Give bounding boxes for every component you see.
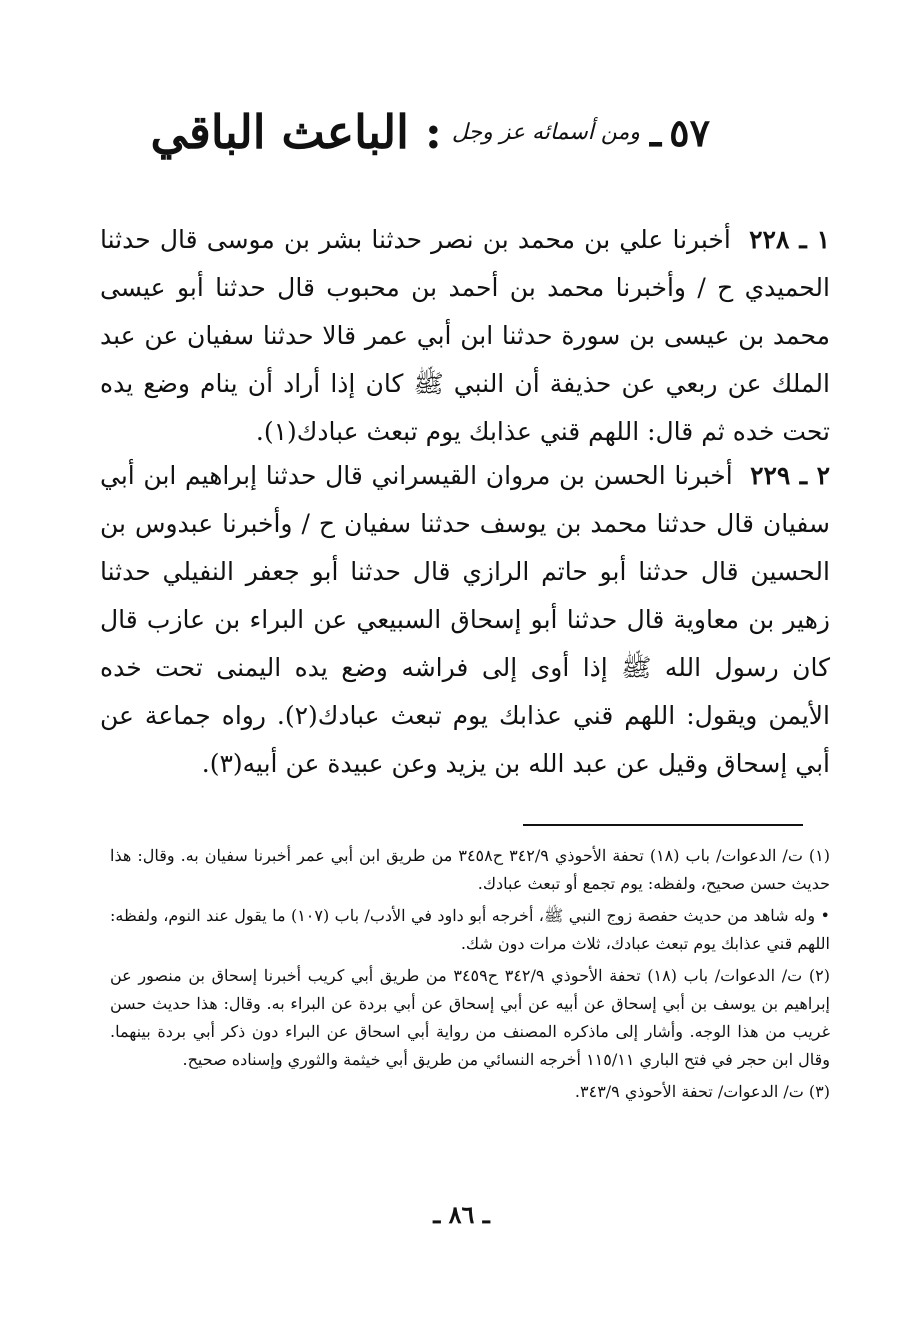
footnote: (٢) ت/ الدعوات/ باب (١٨) تحفة الأحوذي ٣٤٢/٩ ح٣٤٥٩ من طريق أبي كريب أخبرنا إسحاق بن منصور عن إبراهيم بن يوسف بن أبي إسحاق عن أبيه عن أبي إسحاق عن أبي بردة عن البراء به. وقال: هذا حديث حسن غريب من هذا الوجه. وأشار إلى ماذكره المصنف من رواية أبي اسحاق عن البراء دون ذكر أبي بردة بينهما. وقال ابن حجر في فتح الباري ١١٥/١١ أخرجه النسائي من طريق أبي خيثمة والثوري وإسناده صحيح. xyxy=(110,966,831,1069)
chapter-dash: ـ xyxy=(650,109,662,155)
chapter-number: ٥٧ xyxy=(669,109,710,155)
footnote: (١) ت/ الدعوات/ باب (١٨) تحفة الأحوذي ٣٤٢/٩ ح٣٤٥٨ من طريق ابن أبي عمر أخبرنا سفيان به. وقال: هذا حديث حسن صحيح، ولفظه: يوم تجمع أو تبعث عبادك. xyxy=(110,846,831,893)
hadith-number: ٢ ـ ٢٢٩ xyxy=(750,461,830,490)
footnote-divider xyxy=(523,824,803,826)
footnote: (٣) ت/ الدعوات/ تحفة الأحوذي ٣٤٣/٩. xyxy=(574,1082,830,1101)
chapter-prefix: ومن أسمائه عز وجل xyxy=(451,119,641,145)
hadith-text: أخبرنا الحسن بن مروان القيسراني قال حدثنا إبراهيم ابن أبي سفيان قال حدثنا محمد بن يوسف حدثنا سفيان ح / وأخبرنا عبدوس بن الحسين قال حدثنا أبو حاتم الرازي قال حدثنا أبو جعفر النفيلي حدثنا زهير بن معاوية قال حدثنا أبو إسحاق السبيعي عن البراء بن عازب قال كان رسول الله ﷺ إذا أوى إلى فراشه وضع يده اليمنى تحت خده الأيمن ويقول: اللهم قني عذابك يوم تبعث عبادك(٢). رواه جماعة عن أبي إسحاق وقيل عن عبد الله بن يزيد وعن عبيدة عن أبيه(٣). xyxy=(100,461,830,778)
chapter-title: : الباعث الباقي xyxy=(150,105,442,159)
hadith-paragraph xyxy=(100,216,830,456)
hadith-number: ١ ـ ٢٢٨ xyxy=(749,225,831,254)
hadith-paragraph xyxy=(100,452,830,788)
page-number: ـ ٨٦ ـ xyxy=(433,1200,490,1229)
footnote: • وله شاهد من حديث حفصة زوج النبي ﷺ، أخرجه أبو داود في الأدب/ باب (١٠٧) ما يقول عند النوم، ولفظه: اللهم قني عذابك يوم تبعث عبادك، ثلاث مرات دون شك. xyxy=(110,906,830,953)
chapter-heading xyxy=(150,92,710,172)
footnotes-section xyxy=(110,842,830,1110)
hadith-text: أخبرنا علي بن محمد بن نصر حدثنا بشر بن موسى قال حدثنا الحميدي ح / وأخبرنا محمد بن أحمد بن محبوب قال حدثنا أبو عيسى محمد بن عيسى بن سورة حدثنا ابن أبي عمر قالا حدثنا سفيان عن عبد الملك عن ربعي عن حذيفة أن النبي ﷺ كان إذا أراد أن ينام وضع يده تحت خده ثم قال: اللهم قني عذابك يوم تبعث عبادك(١). xyxy=(100,225,830,446)
